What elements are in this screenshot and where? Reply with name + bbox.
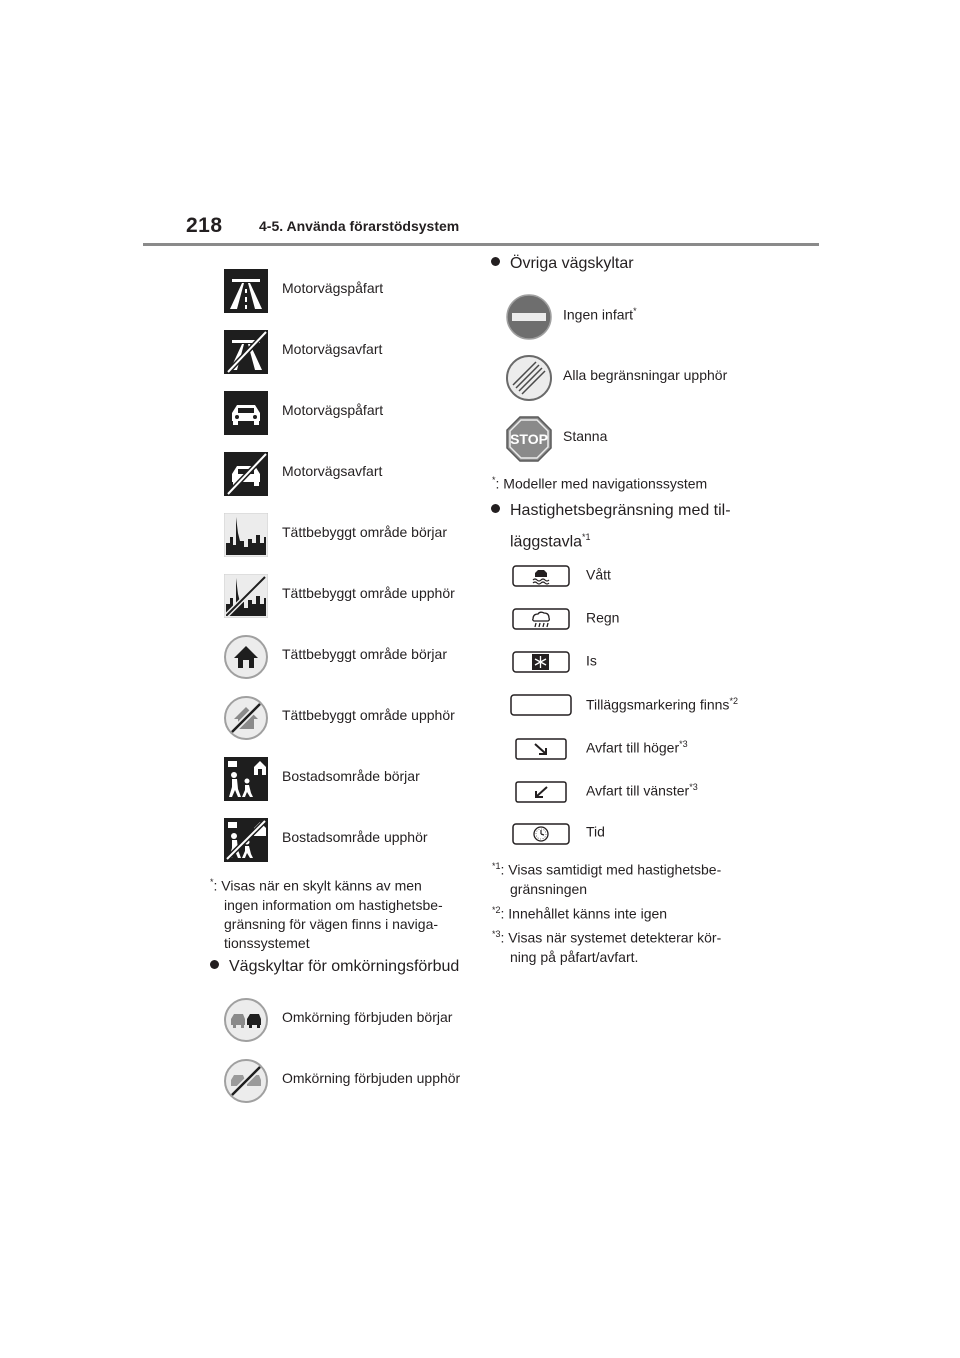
list-item <box>224 818 474 864</box>
sign-label: Motorvägsavfart <box>282 341 383 357</box>
sign-label: Motorvägsavfart <box>282 463 383 479</box>
plate-label: Tilläggsmarkering finns$^{*2}$ <box>586 696 738 713</box>
section-heading: Vägskyltar för omkörningsförbud <box>210 958 459 976</box>
sign-label: Tättbebyggt område upphör <box>282 585 455 601</box>
expressway-end-icon <box>224 452 268 496</box>
arrow-down-right-icon <box>515 738 567 760</box>
list-item <box>506 294 766 340</box>
bullet-icon <box>491 257 500 266</box>
sign-label: Bostadsområde upphör <box>282 829 428 845</box>
list-item <box>512 651 772 673</box>
list-item <box>224 391 474 437</box>
list-item <box>224 1059 474 1105</box>
list-item <box>506 355 766 401</box>
section-heading: Övriga vägskyltar <box>491 255 634 273</box>
expressway-start-icon <box>224 391 268 435</box>
sign-label: Motorvägspåfart <box>282 402 384 418</box>
sign-label: Alla begränsningar upphör <box>563 367 728 383</box>
list-item <box>224 998 474 1044</box>
no-overtaking-start-icon <box>224 998 268 1042</box>
list-item <box>224 269 474 315</box>
no-entry-icon <box>506 294 552 340</box>
list-item <box>515 781 775 803</box>
sign-label: Tättbebyggt område börjar <box>282 524 447 540</box>
list-item <box>224 452 474 498</box>
bullet-icon <box>491 504 500 513</box>
list-item <box>224 513 474 559</box>
sign-label: Tättbebyggt område upphör <box>282 707 455 723</box>
residential-area-start-icon <box>224 757 268 801</box>
plate-label: Regn <box>586 609 620 626</box>
motorway-end-icon <box>224 330 268 374</box>
blank-plate-icon <box>510 694 572 716</box>
bullet-icon <box>210 960 219 969</box>
no-overtaking-end-icon <box>224 1059 268 1103</box>
footnote: *: Modeller med navigationssystem <box>492 475 708 492</box>
stop-sign-icon <box>506 416 552 462</box>
plate-label: Is <box>586 652 597 669</box>
built-up-area-end-icon <box>224 574 268 618</box>
plate-label: Vått <box>586 566 611 583</box>
list-item <box>512 823 772 845</box>
list-item <box>510 694 770 716</box>
footnote: $^{*3}$: Visas när systemet detekterar kör- ning på påfart/avfart. <box>492 929 722 965</box>
section-heading: Hastighetsbegränsning med til- läggstavla$^{*1}$ <box>491 497 731 555</box>
list-item <box>512 608 772 630</box>
list-item <box>224 696 474 742</box>
header-divider <box>143 243 819 246</box>
clock-icon <box>512 823 570 845</box>
residential-area-end-icon <box>224 818 268 862</box>
footnote: $^{*2}$: Innehållet känns inte igen <box>492 905 668 922</box>
list-item <box>512 565 772 587</box>
sign-label: Motorvägspåfart <box>282 280 384 296</box>
section-title: 4-5. Använda förarstödsystem <box>259 218 460 234</box>
motorway-start-icon <box>224 269 268 313</box>
end-of-restrictions-icon <box>506 355 552 401</box>
plate-label: Tid <box>586 823 605 840</box>
sign-label: Tättbebyggt område börjar <box>282 646 447 662</box>
sign-label: Omkörning förbjuden upphör <box>282 1070 461 1086</box>
built-up-area-start-icon <box>224 513 268 557</box>
built-up-area-house-start-icon <box>224 635 268 679</box>
sign-label: Omkörning förbjuden börjar <box>282 1009 453 1025</box>
plate-label: Avfart till höger$^{*3}$ <box>586 739 688 756</box>
list-item <box>224 635 474 681</box>
list-item <box>515 738 775 760</box>
list-item <box>224 757 474 803</box>
stop-sign-text: STOP <box>510 431 548 447</box>
snowflake-icon <box>512 651 570 673</box>
footnote: $^{*1}$: Visas samtidigt med hastighetsbe- gränsningen <box>492 861 722 897</box>
wet-road-icon <box>512 565 570 587</box>
page-number: 218 <box>186 214 223 237</box>
footnote: *: Visas när en skylt känns av men ingen information om hastighetsbe- gränsning för vägen finns i naviga- tionssystemet <box>210 877 443 951</box>
sign-label: Ingen infart* <box>563 306 637 323</box>
sign-label: Stanna <box>563 428 608 444</box>
rain-icon <box>512 608 570 630</box>
list-item <box>224 330 474 376</box>
sign-label: Bostadsområde börjar <box>282 768 420 784</box>
arrow-down-left-icon <box>515 781 567 803</box>
plate-label: Avfart till vänster$^{*3}$ <box>586 782 698 799</box>
built-up-area-house-end-icon <box>224 696 268 740</box>
list-item <box>224 574 474 620</box>
list-item <box>506 416 766 462</box>
